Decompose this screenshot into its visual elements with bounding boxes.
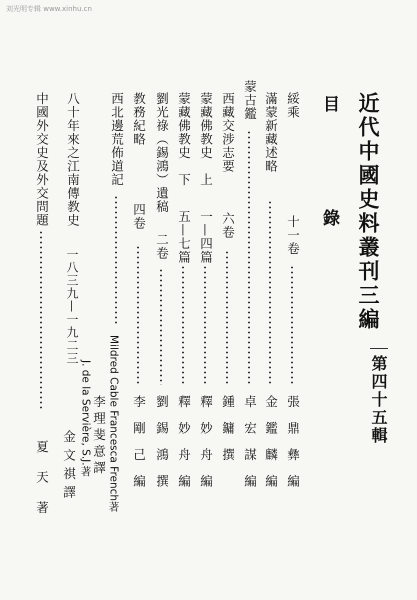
toc-entry-volume: 六卷	[220, 212, 236, 239]
leader-dots	[182, 265, 184, 385]
toc-entry-author: 張鼎彝編	[285, 395, 301, 501]
toc-entry-author: 李理斐意譯	[91, 395, 107, 478]
toc-entry-title: 蒙藏佛教史 上	[198, 92, 214, 187]
volume-rule	[370, 348, 388, 349]
toc-entry-author: 釋妙舟編	[198, 395, 214, 501]
toc-entry-title: 教務紀略	[131, 92, 147, 146]
leader-dots	[137, 245, 139, 385]
toc-entry-author-latin: J. de la Servière, S.J.著	[79, 360, 92, 477]
toc-entry-author: 鍾鏞撰	[220, 395, 236, 475]
leader-dots	[226, 250, 228, 385]
toc-entry-author: 金文祺譯	[61, 430, 77, 504]
toc-entry-title: 蒙古鑑	[242, 80, 258, 121]
toc-entry-title: 劉光祿（錫鴻）遺稿	[154, 92, 170, 214]
toc-entry-author-latin: Mildred Cable Francesca French著	[107, 335, 120, 512]
toc-entry-author: 劉錫鴻撰	[154, 395, 170, 501]
toc-entry-volume: 一八三九—一九二三	[65, 248, 79, 365]
toc-entry-title: 蒙藏佛教史 下	[176, 92, 192, 187]
leader-dots	[160, 268, 162, 385]
toc-entry-volume: 一—四篇	[198, 210, 214, 264]
leader-dots	[204, 265, 206, 385]
toc-entry-title: 西北邊荒佈道記	[109, 92, 125, 187]
toc-entry-author: 釋妙舟編	[176, 395, 192, 501]
volume-label: 第四十五輯	[369, 355, 388, 445]
toc-entry-author: 卓宏謀編	[242, 395, 258, 501]
leader-dots	[115, 195, 117, 325]
leader-dots	[248, 130, 250, 385]
watermark: 刘光明专辑 www.xinhu.cn	[6, 5, 92, 13]
toc-entry-volume: 二卷	[154, 233, 170, 260]
toc-entry-title: 西藏交涉志要	[220, 92, 236, 173]
toc-entry-title: 滿蒙新藏述略	[263, 92, 279, 173]
toc-heading: 目 錄	[319, 95, 339, 266]
toc-entry-volume: 五—七篇	[176, 210, 192, 264]
leader-dots	[291, 265, 293, 385]
leader-dots	[40, 230, 42, 410]
toc-entry-volume: 四卷	[131, 203, 147, 230]
series-title: 近代中國史料叢刊三編	[356, 92, 381, 332]
toc-entry-author: 夏天著	[34, 440, 50, 532]
toc-entry-author: 李剛己編	[131, 395, 147, 501]
toc-entry-title: 中國外交史及外交問題	[34, 92, 50, 227]
toc-entry-title: 八十年來之江南傳教史	[65, 92, 81, 227]
toc-entry-title: 綏乘	[285, 92, 301, 119]
toc-entry-volume: 十一卷	[285, 215, 301, 256]
leader-dots	[269, 200, 271, 385]
toc-entry-author: 金鑑麟編	[263, 395, 279, 501]
